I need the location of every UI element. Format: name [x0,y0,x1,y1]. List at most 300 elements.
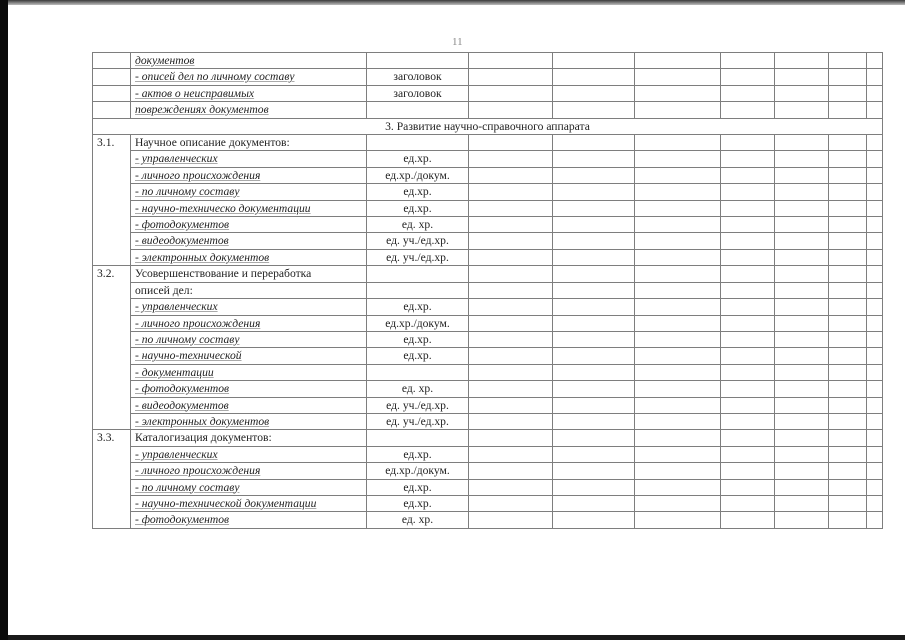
row-number-cell [93,85,131,101]
table-row [93,381,883,397]
item-name-cell [131,381,367,397]
scan-edge-left [0,0,8,640]
item-name-cell [131,282,367,298]
table-row [93,184,883,200]
item-name: - актов о неисправимых [135,86,255,100]
unit-cell [367,53,469,69]
table-cell-empty [867,364,883,380]
table-cell-empty [829,282,867,298]
table-cell-empty [867,200,883,216]
unit-cell: ед. хр. [367,381,469,397]
table-cell-empty [553,463,635,479]
table-cell-empty [867,512,883,528]
table-cell-empty [553,135,635,151]
table-cell-empty [721,167,775,183]
plan-table [92,52,883,529]
table-cell-empty [867,85,883,101]
table-cell-empty [775,102,829,118]
table-cell-empty [867,167,883,183]
table-cell-empty [469,397,553,413]
table-cell-empty [635,331,721,347]
item-name-cell [131,446,367,462]
unit-cell [367,364,469,380]
table-cell-empty [553,282,635,298]
table-row [93,167,883,183]
table-cell-empty [829,135,867,151]
table-cell-empty [775,446,829,462]
table-cell-empty [829,397,867,413]
table-cell-empty [469,479,553,495]
unit-cell: ед.хр. [367,479,469,495]
table-cell-empty [721,266,775,282]
table-cell-empty [775,151,829,167]
section-number: 3.1. [93,135,131,266]
table-cell-empty [635,167,721,183]
table-cell-empty [721,200,775,216]
table-row [93,364,883,380]
table-cell-empty [829,381,867,397]
table-cell-empty [721,413,775,429]
table-cell-empty [721,331,775,347]
table-cell-empty [867,282,883,298]
item-name: - видеодокументов [135,398,229,412]
table-cell-empty [829,167,867,183]
table-cell-empty [635,233,721,249]
table-cell-empty [775,249,829,265]
table-cell-empty [635,381,721,397]
table-cell-empty [553,397,635,413]
table-cell-empty [469,463,553,479]
table-cell-empty [867,331,883,347]
unit-cell: заголовок [367,69,469,85]
unit-cell: ед.хр. [367,299,469,315]
table-cell-empty [775,315,829,331]
table-cell-empty [829,446,867,462]
table-cell-empty [829,217,867,233]
table-cell-empty [867,381,883,397]
item-name-cell [131,512,367,528]
table-cell-empty [829,348,867,364]
table-cell-empty [775,217,829,233]
table-cell-empty [829,233,867,249]
unit-cell: ед. уч./ед.хр. [367,397,469,413]
table-row [93,282,883,298]
table-cell-empty [867,299,883,315]
item-name-cell [131,315,367,331]
table-row [93,200,883,216]
table-cell-empty [469,446,553,462]
table-cell-empty [829,315,867,331]
table-cell-empty [721,397,775,413]
table-cell-empty [867,446,883,462]
table-cell-empty [867,69,883,85]
table-row [93,495,883,511]
item-name: - управленческих [135,447,218,461]
unit-cell: ед.хр./докум. [367,463,469,479]
table-cell-empty [469,249,553,265]
table-cell-empty [553,217,635,233]
table-cell-empty [775,364,829,380]
item-name: - фотодокументов [135,218,230,232]
table-cell-empty [553,151,635,167]
table-cell-empty [829,463,867,479]
table-cell-empty [775,282,829,298]
table-cell-empty [775,413,829,429]
table-cell-empty [867,413,883,429]
unit-cell [367,266,469,282]
table-cell-empty [553,69,635,85]
table-row [93,315,883,331]
item-name: - управленческих [135,152,218,166]
unit-cell: ед. уч./ед.хр. [367,249,469,265]
table-cell-empty [469,512,553,528]
unit-cell: ед. хр. [367,512,469,528]
table-cell-empty [469,135,553,151]
table-cell-empty [553,430,635,446]
table-cell-empty [469,102,553,118]
table-cell-empty [469,282,553,298]
table-cell-empty [721,184,775,200]
item-name: - фотодокументов [135,382,230,396]
table-cell-empty [635,397,721,413]
table-cell-empty [721,233,775,249]
table-row [93,299,883,315]
unit-cell: ед.хр. [367,151,469,167]
table-row [93,217,883,233]
table-cell-empty [829,299,867,315]
table-cell-empty [635,85,721,101]
section-header-row [93,118,883,134]
unit-cell: ед.хр. [367,331,469,347]
table-cell-empty [867,135,883,151]
page-number: 11 [452,36,463,48]
table-cell-empty [775,381,829,397]
table-cell-empty [721,282,775,298]
unit-cell: ед.хр. [367,184,469,200]
table-cell-empty [635,413,721,429]
item-name-cell [131,167,367,183]
table-cell-empty [829,512,867,528]
item-name: - электронных документов [135,250,270,264]
unit-cell [367,430,469,446]
table-cell-empty [635,135,721,151]
item-name-cell [131,135,367,151]
table-cell-empty [721,512,775,528]
table-row [93,397,883,413]
table-cell-empty [775,430,829,446]
table-cell-empty [635,184,721,200]
table-cell-empty [469,315,553,331]
unit-cell: ед. хр. [367,217,469,233]
table-cell-empty [721,463,775,479]
table-cell-empty [635,348,721,364]
table-cell-empty [775,331,829,347]
table-row [93,233,883,249]
table-cell-empty [867,463,883,479]
table-cell-empty [635,512,721,528]
table-cell-empty [867,233,883,249]
table-cell-empty [775,299,829,315]
table-cell-empty [635,282,721,298]
item-name: - по личному составу [135,480,240,494]
table-row [93,102,883,118]
table-cell-empty [469,69,553,85]
item-name-cell [131,479,367,495]
unit-cell: ед.хр. [367,200,469,216]
item-name: документов [135,54,195,67]
table-row [93,249,883,265]
table-row [93,85,883,101]
table-cell-empty [721,315,775,331]
item-name: - научно-технической документации [135,496,317,510]
table-row [93,463,883,479]
unit-cell: ед. уч./ед.хр. [367,413,469,429]
item-name: Каталогизация документов: [135,431,272,445]
row-number-cell [93,69,131,85]
table-cell-empty [867,53,883,69]
table-cell-empty [775,200,829,216]
table-cell-empty [635,69,721,85]
table-cell-empty [829,413,867,429]
item-name: - видеодокументов [135,234,229,248]
table-cell-empty [867,430,883,446]
section-number: 3.2. [93,266,131,430]
item-name-cell [131,85,367,101]
item-name-cell [131,69,367,85]
table-cell-empty [775,397,829,413]
table-cell-empty [553,85,635,101]
table-row [93,69,883,85]
item-name: - по личному составу [135,332,240,346]
table-cell-empty [867,217,883,233]
unit-cell: ед.хр. [367,495,469,511]
table-cell-empty [553,364,635,380]
table-cell-empty [469,364,553,380]
unit-cell: ед. уч./ед.хр. [367,233,469,249]
table-cell-empty [721,348,775,364]
item-name-cell [131,495,367,511]
table-cell-empty [469,381,553,397]
table-cell-empty [469,430,553,446]
item-name: описей дел: [135,283,193,297]
table-cell-empty [469,167,553,183]
item-name-cell [131,53,367,69]
table-cell-empty [635,266,721,282]
table-cell-empty [721,299,775,315]
table-cell-empty [635,217,721,233]
table-cell-empty [829,495,867,511]
table-row [93,413,883,429]
table-cell-empty [553,167,635,183]
table-cell-empty [775,167,829,183]
table-cell-empty [829,200,867,216]
item-name-cell [131,397,367,413]
item-name-cell [131,151,367,167]
table-cell-empty [469,85,553,101]
table-cell-empty [867,102,883,118]
row-number-cell [93,102,131,118]
table-cell-empty [721,446,775,462]
item-name-cell [131,217,367,233]
table-cell-empty [469,233,553,249]
item-name: - личного происхождения [135,168,261,182]
item-name-cell [131,364,367,380]
table-cell-empty [553,413,635,429]
item-name-cell [131,413,367,429]
table-cell-empty [867,249,883,265]
table-cell-empty [553,446,635,462]
table-cell-empty [829,479,867,495]
table-row [93,135,883,151]
table-cell-empty [553,315,635,331]
table-row [93,331,883,347]
item-name-cell [131,430,367,446]
table-cell-empty [775,135,829,151]
section-title: 3. Развитие научно-справочного аппарата [93,118,883,134]
unit-cell: ед.хр./докум. [367,167,469,183]
table-cell-empty [721,69,775,85]
table-cell-empty [867,397,883,413]
table-cell-empty [775,495,829,511]
table-cell-empty [775,85,829,101]
table-cell-empty [867,315,883,331]
table-cell-empty [829,102,867,118]
table-row [93,512,883,528]
item-name-cell [131,102,367,118]
item-name: - личного происхождения [135,464,261,478]
table-cell-empty [775,266,829,282]
table-cell-empty [721,430,775,446]
table-cell-empty [469,299,553,315]
item-name: Научное описание документов: [135,136,290,150]
table-cell-empty [553,184,635,200]
table-cell-empty [553,249,635,265]
item-name: - фотодокументов [135,513,230,527]
table-cell-empty [635,249,721,265]
item-name: Усовершенствование и переработка [135,267,312,281]
table-row [93,446,883,462]
table-cell-empty [469,53,553,69]
table-cell-empty [829,184,867,200]
table-cell-empty [775,184,829,200]
table-cell-empty [553,266,635,282]
unit-cell: заголовок [367,85,469,101]
table-cell-empty [553,233,635,249]
table-row [93,430,883,446]
table-cell-empty [635,495,721,511]
table-cell-empty [829,266,867,282]
table-cell-empty [721,479,775,495]
table-cell-empty [829,430,867,446]
table-cell-empty [553,479,635,495]
table-cell-empty [829,85,867,101]
table-cell-empty [635,315,721,331]
table-cell-empty [829,53,867,69]
table-cell-empty [775,53,829,69]
table-cell-empty [721,495,775,511]
item-name: - документации [135,365,214,379]
table-cell-empty [469,200,553,216]
table-cell-empty [867,151,883,167]
table-cell-empty [469,331,553,347]
item-name-cell [131,233,367,249]
table-cell-empty [721,53,775,69]
table-cell-empty [553,53,635,69]
table-cell-empty [635,364,721,380]
table-cell-empty [829,331,867,347]
table-cell-empty [469,348,553,364]
item-name-cell [131,266,367,282]
scan-edge-bottom [8,635,905,640]
table-cell-empty [635,151,721,167]
table-cell-empty [635,53,721,69]
item-name-cell [131,331,367,347]
unit-cell: ед.хр. [367,348,469,364]
table-cell-empty [775,69,829,85]
item-name: - описей дел по личному составу [135,70,295,84]
item-name-cell [131,299,367,315]
table-cell-empty [635,446,721,462]
table-cell-empty [721,381,775,397]
table-cell-empty [867,479,883,495]
table-cell-empty [553,348,635,364]
table-cell-empty [469,217,553,233]
table-cell-empty [829,69,867,85]
table-row [93,266,883,282]
table-cell-empty [721,364,775,380]
table-cell-empty [775,348,829,364]
table-cell-empty [867,266,883,282]
item-name-cell [131,348,367,364]
table-cell-empty [635,299,721,315]
table-cell-empty [775,479,829,495]
table-cell-empty [721,85,775,101]
item-name: - электронных документов [135,414,270,428]
table-cell-empty [775,512,829,528]
item-name-cell [131,184,367,200]
table-cell-empty [469,151,553,167]
item-name: - научно-техническо документации [135,201,311,215]
scan-edge-top [8,0,905,5]
item-name: повреждениях документов [135,103,269,117]
table-cell-empty [469,413,553,429]
table-cell-empty [553,200,635,216]
table-cell-empty [867,184,883,200]
table-cell-empty [721,151,775,167]
table-cell-empty [829,249,867,265]
table-cell-empty [635,102,721,118]
table-cell-empty [635,479,721,495]
table-cell-empty [469,184,553,200]
table-cell-empty [553,102,635,118]
table-cell-empty [469,266,553,282]
table-cell-empty [635,200,721,216]
row-number-cell [93,53,131,69]
item-name: - по личному составу [135,185,240,199]
unit-cell [367,282,469,298]
table-cell-empty [553,331,635,347]
table-cell-empty [721,102,775,118]
item-name: - научно-технической [135,349,242,363]
item-name: - управленческих [135,300,218,314]
section-number: 3.3. [93,430,131,528]
table-cell-empty [829,364,867,380]
table-row [93,151,883,167]
unit-cell [367,102,469,118]
table-cell-empty [867,348,883,364]
table-cell-empty [635,463,721,479]
table-cell-empty [553,495,635,511]
